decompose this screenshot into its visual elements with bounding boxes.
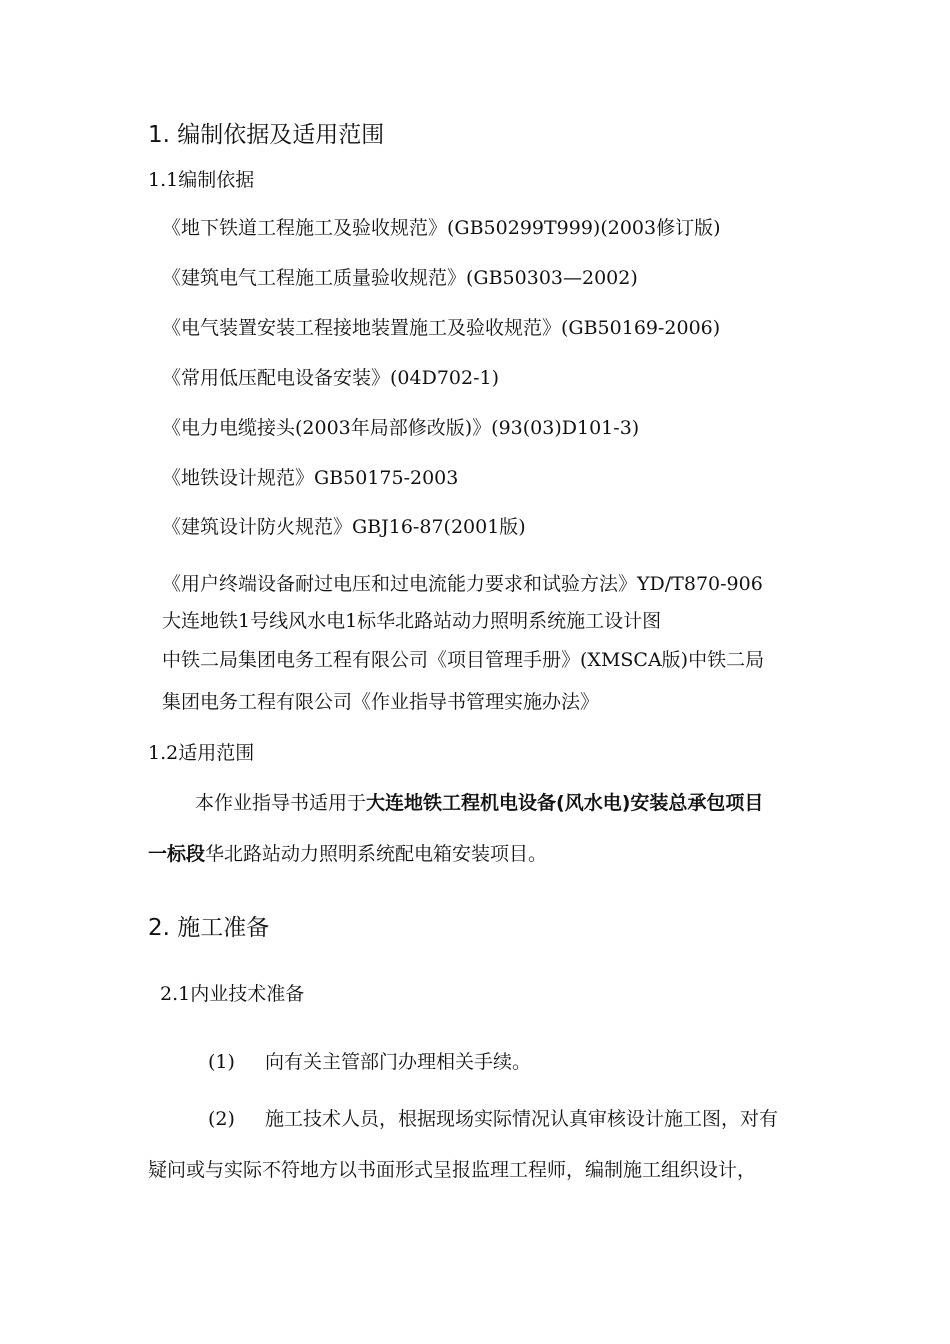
scope-project-name: 大连地铁工程机电设备(风水电)安装总承包项目 — [366, 792, 764, 814]
section-1-heading: 1. 编制依据及适用范围 — [148, 122, 385, 148]
list-item-text: 施工技术人员，根据现场实际情况认真审核设计施工图，对有 — [265, 1108, 779, 1130]
reference-item: 《用户终端设备耐过电压和过电流能力要求和试验方法》YD/T870-906 — [162, 573, 763, 595]
scope-paragraph-line-1 — [195, 794, 763, 813]
reference-item: 《建筑电气工程施工质量验收规范》(GB50303—2002) — [162, 267, 638, 289]
scope-paragraph-line-2 — [148, 845, 547, 864]
scope-text: 华北路站动力照明系统配电箱安装项目。 — [205, 843, 548, 865]
list-item-number: (1) — [208, 1051, 235, 1073]
reference-item: 《常用低压配电设备安装》(04D702-1) — [162, 367, 500, 389]
scope-text: 本作业指导书适用于 — [195, 792, 367, 814]
reference-item: 《地铁设计规范》GB50175-2003 — [162, 467, 459, 489]
reference-item: 集团电务工程有限公司《作业指导书管理实施办法》 — [162, 691, 600, 713]
list-item-text: 向有关主管部门办理相关手续。 — [265, 1051, 532, 1073]
reference-item: 《电气装置安装工程接地装置施工及验收规范》(GB50169-2006) — [162, 317, 721, 339]
section-1-2-heading: 1.2适用范围 — [148, 742, 255, 764]
section-1-1-heading: 1.1编制依据 — [148, 169, 255, 191]
section-2-heading: 2. 施工准备 — [148, 915, 270, 941]
scope-section-name: 一标段 — [148, 843, 206, 865]
reference-item: 大连地铁1号线风水电1标华北路站动力照明系统施工设计图 — [162, 610, 662, 632]
reference-item: 中铁二局集团电务工程有限公司《项目管理手册》(XMSCA版)中铁二局 — [162, 649, 765, 671]
list-item-continuation: 疑问或与实际不符地方以书面形式呈报监理工程师，编制施工组织设计， — [148, 1159, 757, 1181]
reference-item: 《地下铁道工程施工及验收规范》(GB50299T999)(2003修订版) — [162, 217, 721, 239]
reference-item: 《建筑设计防火规范》GBJ16-87(2001版) — [162, 516, 526, 538]
reference-item: 《电力电缆接头(2003年局部修改版)》(93(03)D101-3) — [162, 417, 640, 439]
list-item-number: (2) — [208, 1108, 235, 1130]
section-2-1-heading: 2.1内业技术准备 — [160, 983, 305, 1005]
